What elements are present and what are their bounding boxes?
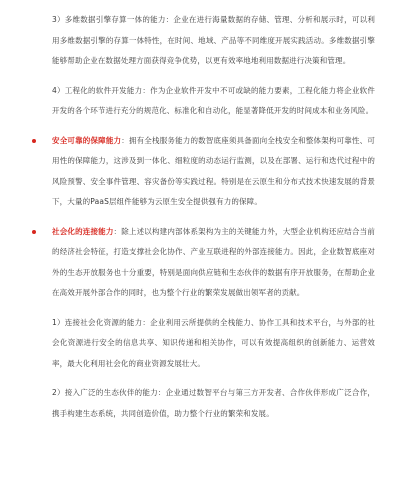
security-heading: 安全可靠的保障能力: [52, 135, 122, 145]
bullet-dot-icon: [32, 230, 36, 234]
security-text: ：拥有全栈服务能力的数智底座须具备面向全栈安全和整体架构可靠性、可用性的保障能力，这涉及到一体化、细粒度的动态运行监测，以及在部署、运行和迭代过程中的风险预警、安全事件管理、容灾备份等实践过程。特别是在云原生和分布式技术快速发展的背景下，大量的PaaS层组件能够为云原生安全提供强有力的保障。: [52, 135, 375, 206]
connection-heading: 社会化的连接能力: [52, 226, 114, 236]
paragraph-engineering-capability: 4）工程化的软件开发能力：作为企业软件开发中不可或缺的能力要素，工程化能力将企业软件开发的各个环节进行充分的规范化、标准化和自动化，能显著降低开发的时间成本和业务风险。: [52, 85, 375, 115]
connection-text: ：除上述以构建内部体系架构为主的关键能力外，大型企业机构还应结合当前的经济社会特征，打造支撑社会化协作、产业互联进程的外部连接能力。因此，企业数智底座对外的生态开放服务也十分重要，特别是面向供应链和生态伙伴的数据有序开放服务，在帮助企业在高效开展外部合作的同时，也为整个行业的繁荣发展做出领军者的贡献。: [52, 226, 375, 297]
bullet-social-connection: [52, 222, 375, 304]
bullet-dot-icon: [32, 139, 36, 143]
paragraph-social-resources: 1）连接社会化资源的能力：企业利用云所提供的全栈能力、协作工具和技术平台，与外部的社会化资源进行安全的信息共享、知识传递和相关协作，可以有效提高组织的创新能力、运营效率，最大化利用社会化的商业资源发展壮大。: [52, 317, 375, 368]
bullet-security-reliability: [52, 131, 375, 213]
paragraph-multidimensional-engine: 3）多维数据引擎存算一体的能力：企业在进行海量数据的存储、管理、分析和展示时，可以利用多维数据引擎的存算一体特性，在时间、地域、产品等不同维度开展实践活动。多维数据引擎能够帮助企业在数据处理方面获得竞争优势，以更有效率地地利用数据进行决策和管理。: [52, 15, 375, 65]
paragraph-ecosystem-partners: 2）接入广泛的生态伙伴的能力：企业通过数智平台与第三方开发者、合作伙伴形成广泛合作，携手构建生态系统，共同创造价值，助力整个行业的繁荣和发展。: [52, 388, 375, 418]
